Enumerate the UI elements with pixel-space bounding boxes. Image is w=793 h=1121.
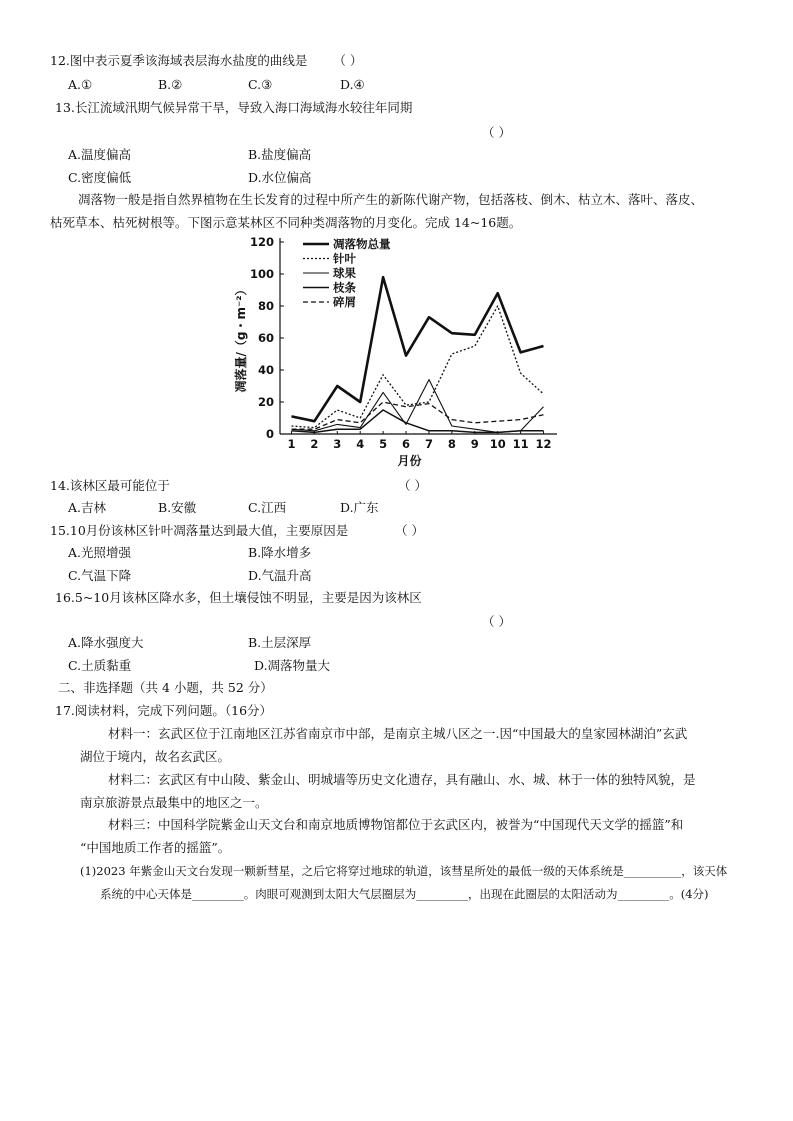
q14-option-b: B.安徽 <box>158 500 197 515</box>
x-tick-label: 12 <box>535 437 552 451</box>
q17-material-2-line-1: 材料二：玄武区有中山陵、紫金山、明城墙等历史文化遗存，具有融山、水、城、林于一体的独特风貌，是 <box>108 772 696 787</box>
q12-option-b: B.② <box>158 77 183 92</box>
q15-stem: 15.10月份该林区针叶凋落量达到最大值，主要原因是 <box>50 523 349 538</box>
y-tick-label: 100 <box>249 267 274 281</box>
q17-stem: 17.阅读材料，完成下列问题。（16分） <box>55 703 273 718</box>
legend-label-4: 枝条 <box>333 280 356 295</box>
q16-option-a: A.降水强度大 <box>68 635 144 650</box>
x-tick-label: 2 <box>310 437 319 451</box>
y-tick-label: 40 <box>257 363 274 377</box>
q17-material-2-line-2: 南京旅游景点最集中的地区之一。 <box>80 795 268 810</box>
q17-subquestion-1-line-1: (1)2023 年紫金山天文台发现一颗新彗星，之后它将穿过地球的轨道，该彗星所处的最低一级的天体系统是__________，该天体 <box>80 864 728 878</box>
q16-answer-paren: （ ） <box>482 614 511 629</box>
legend-label-1: 凋落物总量 <box>333 237 391 251</box>
x-tick-label: 10 <box>489 437 506 451</box>
series-line-4 <box>292 410 544 432</box>
q12-stem: 12.图中表示夏季该海域表层海水盐度的曲线是 （ ） <box>50 53 363 68</box>
q15-option-b: B.降水增多 <box>248 545 312 560</box>
q14-option-a: A.吉林 <box>68 500 107 515</box>
intro-line-1: 凋落物一般是指自然界植物在生长发育的过程中所产生的新陈代谢产物，包括落枝、倒木、枯立木、落叶、落皮、 <box>78 192 704 207</box>
q17-material-1-line-1: 材料一：玄武区位于江南地区江苏省南京市中部，是南京主城八区之一.因“中国最大的皇家园林湖泊”玄武 <box>108 726 688 741</box>
q16-option-c: C.土质黏重 <box>68 658 132 673</box>
q15-option-a: A.光照增强 <box>68 545 132 560</box>
y-tick-label: 60 <box>257 331 274 345</box>
q12-option-c: C.③ <box>248 77 273 92</box>
q13-option-d: D.水位偏高 <box>248 170 312 185</box>
intro-line-2: 枯死草本、枯死树根等。下图示意某林区不同种类凋落物的月变化。完成 14~16题。 <box>50 215 522 230</box>
q14-option-d: D.广东 <box>340 500 379 515</box>
q16-option-b: B.土层深厚 <box>248 635 312 650</box>
series-line-2 <box>292 306 544 428</box>
series-line-3 <box>292 380 544 433</box>
q12-option-d: D.④ <box>340 77 365 92</box>
x-tick-label: 4 <box>356 437 365 451</box>
y-tick-label: 0 <box>265 427 274 441</box>
y-tick-label: 120 <box>249 235 274 249</box>
y-axis-label: 凋落量/（g・m⁻²） <box>234 283 248 393</box>
x-tick-label: 7 <box>424 437 433 451</box>
legend-label-5: 碎屑 <box>333 295 356 309</box>
series-line-5 <box>292 402 544 429</box>
q13-option-a: A.温度偏高 <box>68 147 132 162</box>
q15-option-c: C.气温下降 <box>68 568 132 583</box>
q12-option-a: A.① <box>68 77 93 92</box>
x-axis-label: 月份 <box>397 454 422 468</box>
x-tick-label: 6 <box>402 437 411 451</box>
series-line-1 <box>292 277 544 421</box>
q17-material-1-line-2: 湖位于境内，故名玄武区。 <box>80 749 231 764</box>
q17-subquestion-1-line-2: 系统的中心天体是_________。肉眼可观测到太阳大气层圈层为_________，出现在此圈层的太阳活动为_________。(4分) <box>100 887 709 901</box>
x-tick-label: 5 <box>379 437 388 451</box>
q14-answer-paren: （ ） <box>398 478 427 493</box>
x-tick-label: 11 <box>512 437 529 451</box>
q16-stem: 16.5~10月该林区降水多，但土壤侵蚀不明显，主要是因为该林区 <box>55 590 422 605</box>
y-tick-label: 80 <box>257 299 274 313</box>
q17-material-3-line-2: “中国地质工作者的摇篮”。 <box>80 840 231 855</box>
q14-stem: 14.该林区最可能位于 <box>50 478 170 493</box>
q15-option-d: D.气温升高 <box>248 568 312 583</box>
litterfall-line-chart <box>225 232 570 472</box>
x-tick-label: 3 <box>333 437 342 451</box>
section-2-heading: 二、非选择题（共 4 小题，共 52 分） <box>58 680 273 695</box>
q13-answer-paren: （ ） <box>482 125 511 140</box>
q17-material-3-line-1: 材料三：中国科学院紫金山天文台和南京地质博物馆都位于玄武区内，被誉为“中国现代天文学的摇篮”和 <box>108 817 684 832</box>
x-tick-label: 8 <box>447 437 456 451</box>
y-tick-label: 20 <box>257 395 274 409</box>
q12-answer-paren: （ ） <box>333 53 363 68</box>
q13-option-b: B.盐度偏高 <box>248 147 312 162</box>
x-tick-label: 1 <box>287 437 296 451</box>
q13-stem: 13.长江流域汛期气候异常干旱，导致入海口海域海水较往年同期 <box>55 100 413 115</box>
legend-label-3: 球果 <box>333 266 356 280</box>
q13-option-c: C.密度偏低 <box>68 170 132 185</box>
legend-label-2: 针叶 <box>333 251 356 266</box>
q15-answer-paren: （ ） <box>395 523 424 538</box>
q16-option-d: D.凋落物量大 <box>254 658 331 673</box>
q14-option-c: C.江西 <box>248 500 287 515</box>
x-tick-label: 9 <box>470 437 479 451</box>
